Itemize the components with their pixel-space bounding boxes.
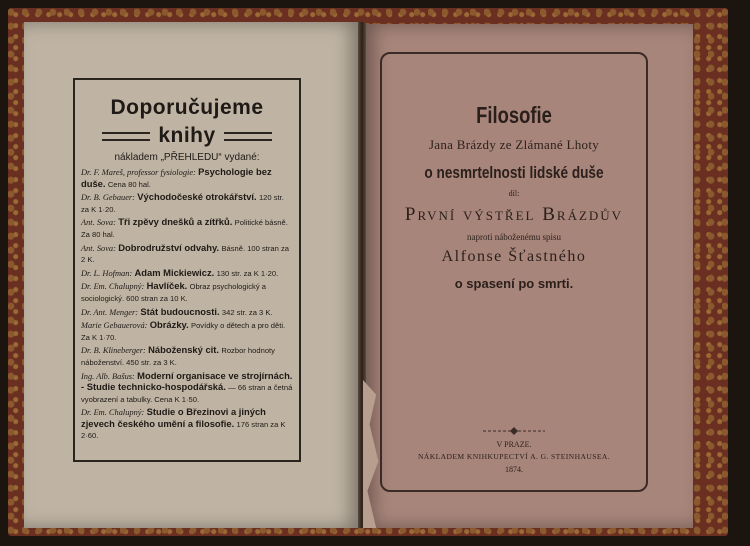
author-line: Jana Brázdy ze Zlámané Lhoty [428,137,600,152]
advert-heading-line2: knihy [158,124,216,147]
book-author: Dr. B. Gebauer: [81,193,135,203]
title-page-frame [380,52,648,492]
final-line: o spasení po smrti. [454,276,574,291]
part-title: První výstřel Brázdův [404,204,624,225]
book-title: Psychologie bez duše. [81,166,272,189]
connector-text: díl: [508,189,520,198]
book-details: 176 stran za K 2·60. [81,419,286,441]
book-author: Dr. F. Mareš, professor fysiologie: [81,168,196,177]
ornament-rule-left [102,132,150,141]
book-entry [81,268,293,280]
book-entry [81,345,293,368]
book-advert-box [73,78,301,462]
book-title: Adam Mickiewicz. [134,266,215,278]
book-author: Ing. Alb. Bašus: [81,371,135,381]
opponent-name: Alfonse Šťastného [441,248,587,265]
book-details: Rozbor hodnoty náboženství. 450 str. za 3 K. [81,346,275,367]
book-details: Politické básně. Za 80 hal. [81,218,288,239]
subject-line: o nesmrtelnosti lidské duše [424,163,604,182]
book-author: Dr. L. Hofman: [81,268,133,278]
book-details: — 66 stran a četná vyobrazení a tabulky. Cena K 1·50. [81,383,293,404]
book-entry [81,307,293,319]
imprint-publisher: NÁKLADEM KNIHKUPECTVÍ A. G. STEINHAUSEA. [417,452,611,461]
book-title: Moderní organisace ve strojírnách. - Studie technicko-hospodářská. [81,369,293,393]
book-author: Dr. B. Klineberger: [81,346,146,356]
book-title: Dobrodružství odvahy. [118,241,220,253]
book-author: Dr. Ant. Menger: [81,307,139,317]
imprint-place: V PRAZE. [496,440,532,449]
book-details: 130 str. za K 1·20. [216,268,279,278]
book-details: Básně. 100 stran za 2 K. [81,243,289,265]
book-author: Dr. Em. Chalupný: [81,408,145,418]
book-author: Marie Gebauerová: [81,321,148,331]
ornament-divider-icon [481,426,547,436]
book-details: Povídky o dětech a pro děti. Za K 1·70. [81,321,286,342]
ornament-rule-right [224,132,272,141]
book-entry [81,407,293,442]
book-title: Studie o Březinovi a jiných zjevech českého umění a filosofie. [81,406,266,429]
against-text: naproti náboženému spisu [467,232,561,242]
advert-heading [81,94,293,150]
advert-heading-line1: Doporučujeme [110,96,264,119]
book-details: Obraz psychologický a sociologický. 600 stran za 10 K. [81,282,266,303]
book-title: Tři zpěvy dnešků a zítřků. [118,216,233,228]
book-title: Náboženský cit. [148,344,220,356]
advert-heading-row [81,122,293,150]
book-author: Ant. Sova: [81,218,116,228]
book-entry [81,192,293,215]
book-details: Cena 80 hal. [107,179,151,189]
book-entry [81,371,293,406]
book-title: Filosofie [476,102,552,128]
imprint-year: 1874. [505,465,523,474]
book-author: Dr. Em. Chalupný: [81,282,145,292]
book-entry [81,217,293,240]
book-list [81,167,293,442]
book-entry [81,320,293,343]
book-title: Havlíček. [146,280,188,292]
book-entry [81,281,293,304]
book-author: Ant. Sova: [81,243,116,253]
book-title: Stát budoucnosti. [140,305,220,317]
advert-subtitle: nákladem „PŘEHLEDU“ vydané: [114,152,260,163]
book-entry [81,243,293,266]
book-details: 342 str. za 3 K. [221,307,273,317]
book-title: Obrázky. [149,319,189,331]
book-entry [81,167,293,190]
book-title: Východočeské otrokářství. [137,191,257,203]
book-details: 120 str. za K 1·20. [81,193,284,214]
